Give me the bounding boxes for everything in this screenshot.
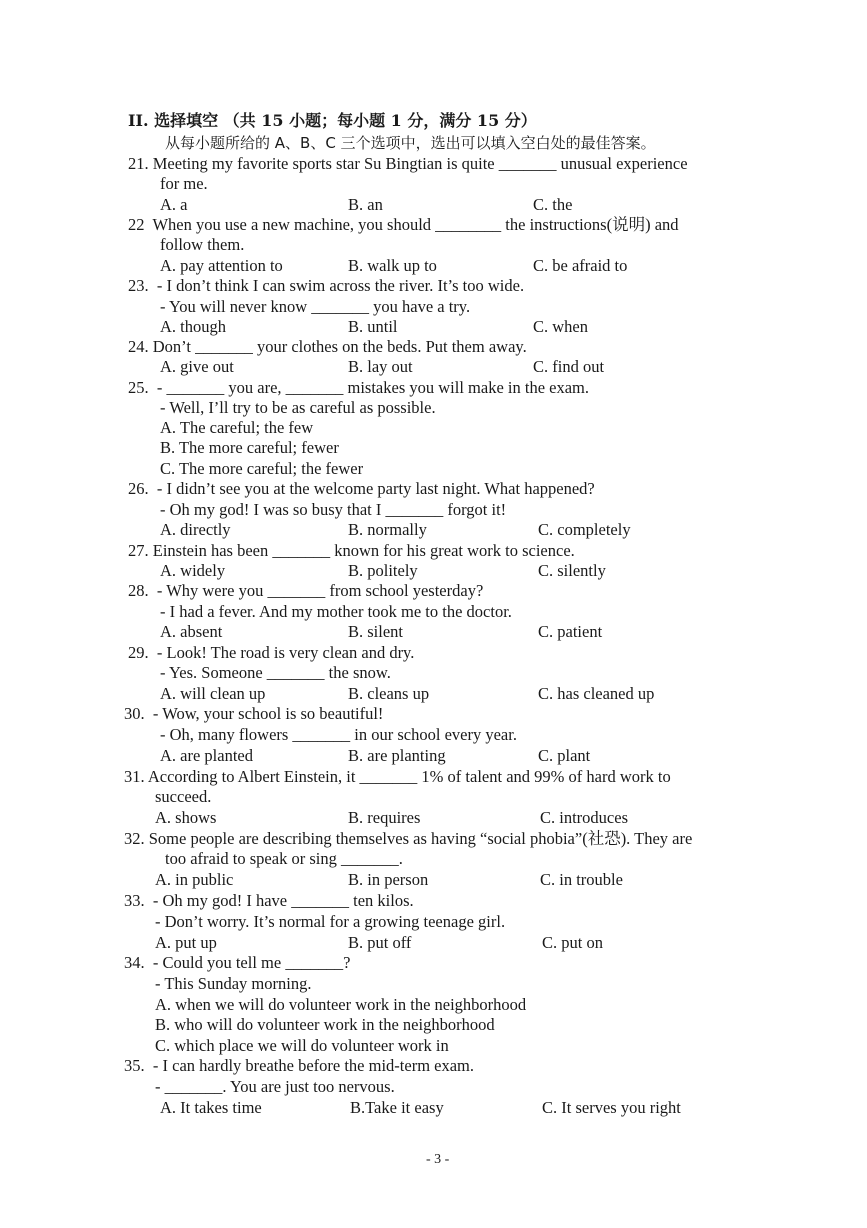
q24-option-c: C. find out xyxy=(533,357,605,376)
q30-option-a: A. are planted xyxy=(160,746,253,765)
q34-option-a: A. when we will do volunteer work in the neighborhood xyxy=(155,995,527,1014)
q28-stem: 28. - Why were you _______ from school yesterday? xyxy=(128,581,484,600)
q34-option-c: C. which place we will do volunteer work in xyxy=(155,1036,449,1055)
q31-option-b: B. requires xyxy=(348,808,421,827)
q29-option-c: C. has cleaned up xyxy=(538,684,655,703)
q26-stem-cont: - Oh my god! I was so busy that I _______ forgot it! xyxy=(160,500,507,519)
q24-option-b: B. lay out xyxy=(348,357,413,376)
q33-stem-cont: - Don’t worry. It’s normal for a growing teenage girl. xyxy=(155,912,506,931)
q34-stem: 34. - Could you tell me _______? xyxy=(124,953,351,972)
q31-stem-cont: succeed. xyxy=(155,787,212,806)
q23-stem-cont: - You will never know _______ you have a try. xyxy=(160,297,471,316)
q31-stem: 31. According to Albert Einstein, it _______ 1% of talent and 99% of hard work to xyxy=(124,767,671,786)
q23-option-c: C. when xyxy=(533,317,588,336)
q27-stem: 27. Einstein has been _______ known for his great work to science. xyxy=(128,541,575,560)
section-instruction: 从每小题所给的 A、B、C 三个选项中，选出可以填入空白处的最佳答案。 xyxy=(165,134,656,152)
q32-option-b: B. in person xyxy=(348,870,429,889)
q35-option-a: A. It takes time xyxy=(160,1098,262,1117)
q24-stem: 24. Don’t _______ your clothes on the beds. Put them away. xyxy=(128,337,527,356)
section-title: II. 选择填空 （共 15 小题；每小题 1 分，满分 15 分） xyxy=(128,111,537,130)
q33-option-c: C. put on xyxy=(542,933,603,952)
q28-option-a: A. absent xyxy=(160,622,223,641)
q26-stem: 26. - I didn’t see you at the welcome party last night. What happened? xyxy=(128,479,595,498)
q22-option-c: C. be afraid to xyxy=(533,256,628,275)
q25-option-c: C. The more careful; the fewer xyxy=(160,459,364,478)
page-number: - 3 - xyxy=(426,1152,450,1167)
q26-option-b: B. normally xyxy=(348,520,427,539)
q32-stem-cont: too afraid to speak or sing _______. xyxy=(165,849,403,868)
q29-option-a: A. will clean up xyxy=(160,684,266,703)
q29-option-b: B. cleans up xyxy=(348,684,430,703)
q35-stem-cont: - _______. You are just too nervous. xyxy=(155,1077,395,1096)
q23-option-b: B. until xyxy=(348,317,398,336)
q27-option-c: C. silently xyxy=(538,561,606,580)
q32-stem: 32. Some people are describing themselves as having “social phobia”(社恐). They are xyxy=(124,829,693,848)
q21-option-c: C. the xyxy=(533,195,573,214)
q32-option-a: A. in public xyxy=(155,870,234,889)
q34-stem-cont: - This Sunday morning. xyxy=(155,974,312,993)
q27-option-a: A. widely xyxy=(160,561,226,580)
q25-stem: 25. - _______ you are, _______ mistakes you will make in the exam. xyxy=(128,378,590,397)
q34-option-b: B. who will do volunteer work in the neighborhood xyxy=(155,1015,495,1034)
q28-stem-cont: - I had a fever. And my mother took me to the doctor. xyxy=(160,602,512,621)
q29-stem: 29. - Look! The road is very clean and dry. xyxy=(128,643,415,662)
q21-option-b: B. an xyxy=(348,195,383,214)
q30-option-b: B. are planting xyxy=(348,746,446,765)
q35-option-b: B.Take it easy xyxy=(350,1098,444,1117)
q33-option-b: B. put off xyxy=(348,933,412,952)
q21-stem-cont: for me. xyxy=(160,174,208,193)
q33-option-a: A. put up xyxy=(155,933,217,952)
q31-option-a: A. shows xyxy=(155,808,217,827)
q31-option-c: C. introduces xyxy=(540,808,628,827)
q21-stem: 21. Meeting my favorite sports star Su Bingtian is quite _______ unusual experience xyxy=(128,154,688,173)
q22-option-a: A. pay attention to xyxy=(160,256,283,275)
q35-option-c: C. It serves you right xyxy=(542,1098,681,1117)
q21-option-a: A. a xyxy=(160,195,188,214)
q24-option-a: A. give out xyxy=(160,357,234,376)
q25-option-a: A. The careful; the few xyxy=(160,418,314,437)
q22-stem: 22 When you use a new machine, you should ________ the instructions(说明) and xyxy=(128,215,679,234)
q32-option-c: C. in trouble xyxy=(540,870,623,889)
q25-option-b: B. The more careful; fewer xyxy=(160,438,339,457)
q23-option-a: A. though xyxy=(160,317,226,336)
q28-option-b: B. silent xyxy=(348,622,404,641)
q23-stem: 23. - I don’t think I can swim across the river. It’s too wide. xyxy=(128,276,525,295)
q30-stem: 30. - Wow, your school is so beautiful! xyxy=(124,704,384,723)
q25-stem-cont: - Well, I’ll try to be as careful as possible. xyxy=(160,398,436,417)
q29-stem-cont: - Yes. Someone _______ the snow. xyxy=(160,663,391,682)
q22-option-b: B. walk up to xyxy=(348,256,437,275)
q33-stem: 33. - Oh my god! I have _______ ten kilos. xyxy=(124,891,414,910)
q22-stem-cont: follow them. xyxy=(160,235,245,254)
q26-option-a: A. directly xyxy=(160,520,231,539)
q30-stem-cont: - Oh, many flowers _______ in our school every year. xyxy=(160,725,517,744)
q28-option-c: C. patient xyxy=(538,622,603,641)
q26-option-c: C. completely xyxy=(538,520,631,539)
q27-option-b: B. politely xyxy=(348,561,418,580)
q35-stem: 35. - I can hardly breathe before the mid-term exam. xyxy=(124,1056,475,1075)
q30-option-c: C. plant xyxy=(538,746,591,765)
